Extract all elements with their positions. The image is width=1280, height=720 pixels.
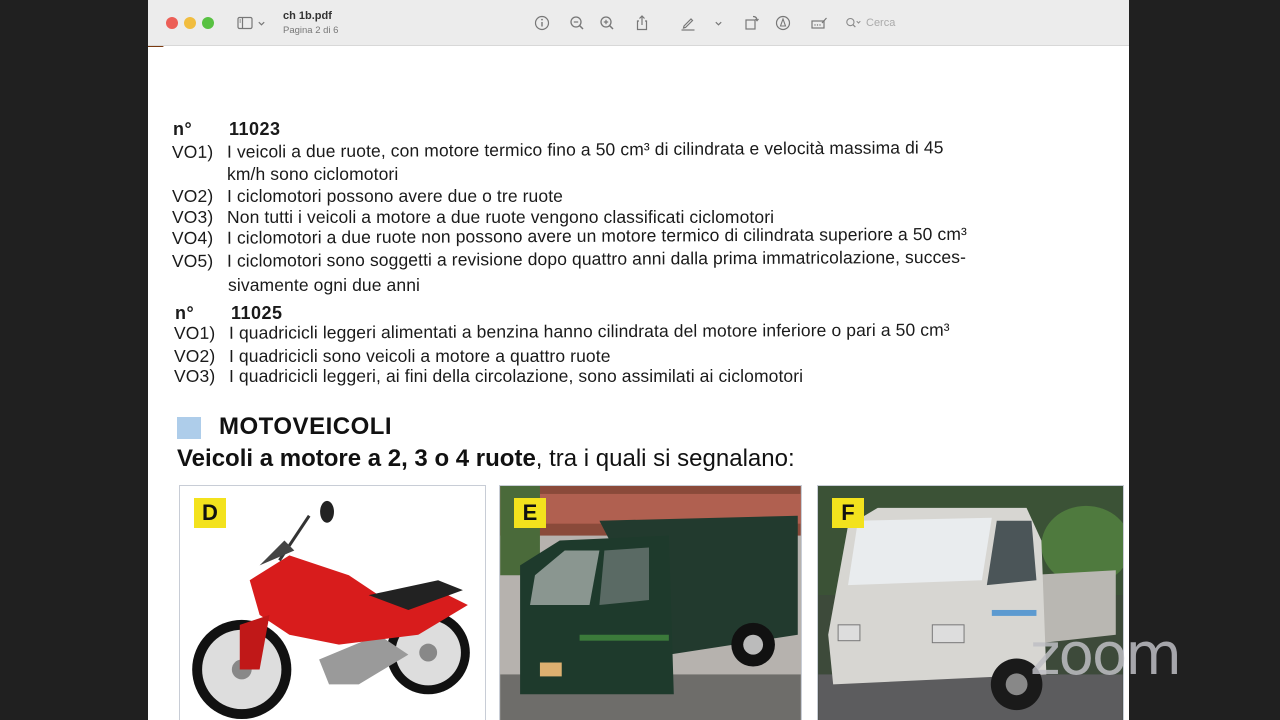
section-subtitle: Veicoli a motore a 2, 3 o 4 ruote, tra i quali si segnalano: <box>177 445 795 472</box>
close-button[interactable] <box>166 17 178 29</box>
markup-pen-icon <box>679 14 697 32</box>
pdf-page[interactable] <box>148 47 1129 720</box>
preview-window <box>148 0 1129 720</box>
statement-line: VO4) I ciclomotori a due ruote non possono avere un motore termico di cilindrata superiore a 50 cm³ <box>171 223 967 248</box>
page-indicator: Pagina 2 di 6 <box>283 25 339 36</box>
chevron-down-icon <box>257 19 266 28</box>
figure-badge: D <box>194 498 226 528</box>
annotate-icon <box>774 14 792 32</box>
info-button[interactable] <box>531 12 553 34</box>
document-title: ch 1b.pdf <box>283 10 332 22</box>
info-icon <box>533 14 551 32</box>
zoom-in-icon <box>598 14 616 32</box>
sidebar-menu-button[interactable] <box>255 12 267 34</box>
statement-continuation: sivamente ogni due anni <box>228 275 421 295</box>
minimize-button[interactable] <box>184 17 196 29</box>
figure-badge: E <box>514 498 546 528</box>
fullscreen-button[interactable] <box>202 17 214 29</box>
question-number-11025: n° 11025 <box>175 303 283 323</box>
figure-d-motorcycle <box>179 485 486 720</box>
title-bar <box>148 0 1129 46</box>
search-field[interactable] <box>845 12 1110 34</box>
markup-menu-button[interactable] <box>712 12 724 34</box>
annotate-button[interactable] <box>772 12 794 34</box>
statement-line: VO1) I veicoli a due ruote, con motore termico fino a 50 cm³ di cilindrata e velocità massima di 45 <box>171 137 944 162</box>
search-placeholder: Cerca <box>866 17 896 29</box>
zoom-watermark: zoom <box>1030 620 1180 688</box>
sidebar-toggle-button[interactable] <box>234 12 256 34</box>
zoom-in-button[interactable] <box>596 12 618 34</box>
statement-line: VO1) I quadricicli leggeri alimentati a benzina hanno cilindrata del motore inferiore o pari a 50 cm³ <box>173 319 950 343</box>
statement-line: VO2) I ciclomotori possono avere due o tre ruote <box>172 186 564 206</box>
chevron-down-icon <box>714 19 723 28</box>
figure-badge: F <box>832 498 864 528</box>
sidebar-icon <box>236 14 254 32</box>
figure-e-three-wheeler <box>499 485 802 720</box>
statement-line: VO2) I quadricicli sono veicoli a motore a quattro ruote <box>174 346 611 366</box>
statement-continuation: km/h sono ciclomotori <box>227 164 399 184</box>
question-number-11023: n° 11023 <box>173 119 281 139</box>
zoom-out-button[interactable] <box>566 12 588 34</box>
share-button[interactable] <box>631 12 653 34</box>
zoom-out-icon <box>568 14 586 32</box>
section-marker <box>177 417 201 439</box>
rotate-icon <box>743 14 761 32</box>
search-icon <box>845 16 863 30</box>
markup-button[interactable] <box>677 12 699 34</box>
form-fill-icon <box>810 14 828 32</box>
section-title: MOTOVEICOLI <box>219 413 393 440</box>
form-fill-button[interactable] <box>808 12 830 34</box>
share-icon <box>633 14 651 32</box>
statement-line: VO3) I quadricicli leggeri, ai fini della circolazione, sono assimilati ai ciclomotori <box>174 366 804 386</box>
statement-line: VO3) Non tutti i veicoli a motore a due ruote vengono classificati ciclomotori <box>172 207 775 227</box>
statement-line: VO5) I ciclomotori sono soggetti a revisione dopo quattro anni dalla prima immatricolazione, succes- <box>171 246 967 271</box>
rotate-button[interactable] <box>741 12 763 34</box>
